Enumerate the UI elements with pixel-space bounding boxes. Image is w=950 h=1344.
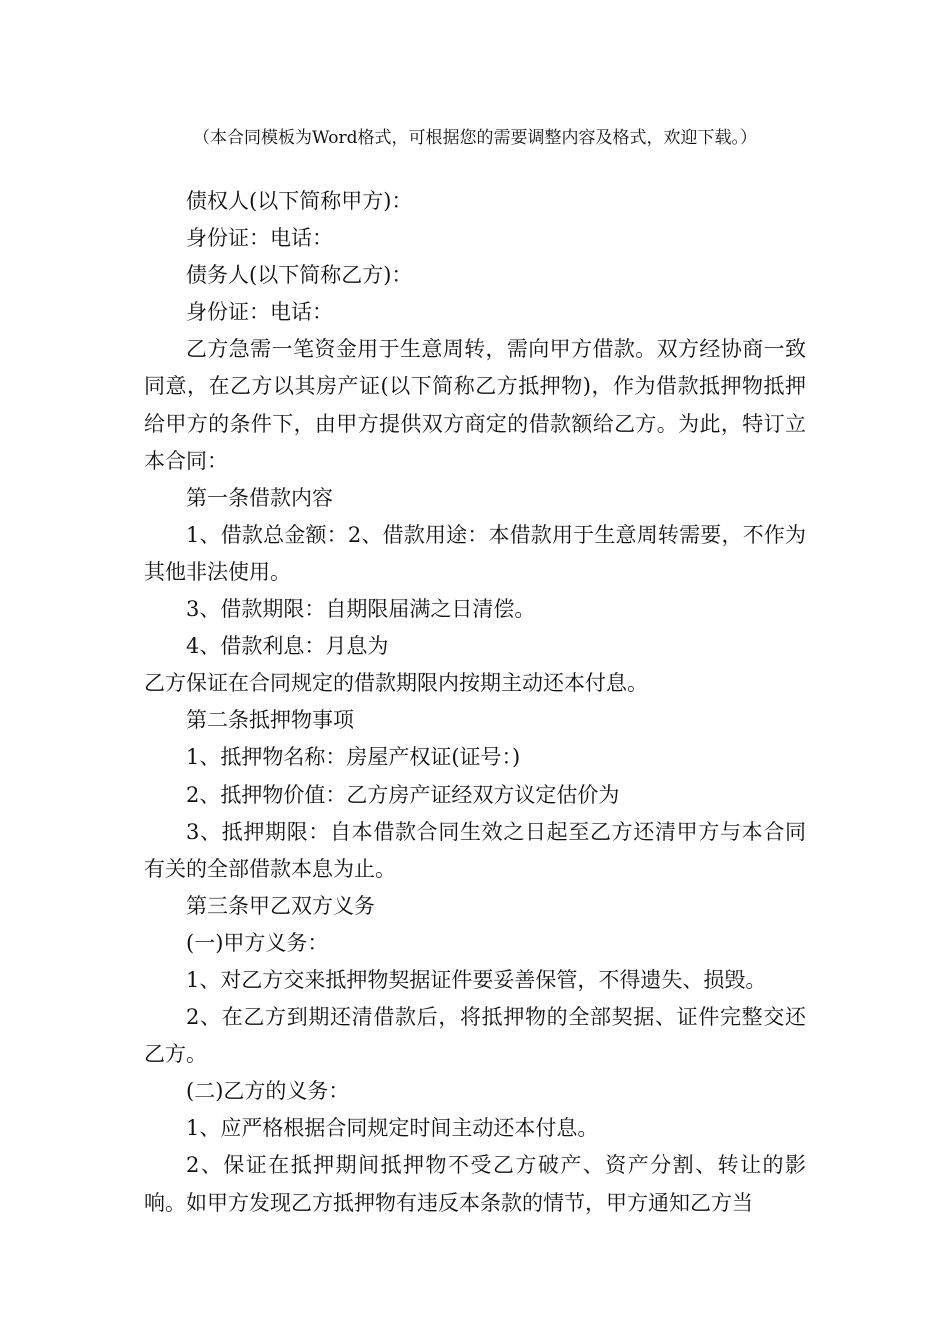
party-a-duty-1: 1、对乙方交来抵押物契据证件要妥善保管，不得遗失、损毁。 bbox=[186, 967, 767, 992]
article-1-item-1: 1、借款总金额：2、借款用途：本借款用于生意周转需要，不作为其他非法使用。 bbox=[144, 522, 806, 584]
party-a-duties-heading: (一)甲方义务： bbox=[186, 930, 329, 955]
creditor-line: 债权人(以下简称甲方)： bbox=[186, 189, 413, 213]
party-a-duty-2: 2、在乙方到期还清借款后，将抵押物的全部契据、证件完整交还乙方。 bbox=[144, 1005, 806, 1067]
article-1-item-4: 4、借款利息：月息为 bbox=[186, 634, 389, 659]
article-2-item-3: 3、抵押期限：自本借款合同生效之日起至乙方还清甲方与本合同有关的全部借款本息为止。 bbox=[144, 819, 806, 881]
preamble-paragraph: 乙方急需一笔资金用于生意周转，需向甲方借款。双方经协商一致同意，在乙方以其房产证(以下简称乙方抵押物)，作为借款抵押物抵押给甲方的条件下，由甲方提供双方商定的借款额给乙方。为此，特订立本合同： bbox=[144, 337, 806, 473]
debtor-id-line: 身份证：电话： bbox=[186, 300, 333, 325]
template-notice: （本合同模板为Word格式，可根据您的需要调整内容及格式，欢迎下载。） bbox=[192, 128, 758, 148]
repayment-guarantee: 乙方保证在合同规定的借款期限内按期主动还本付息。 bbox=[144, 671, 648, 696]
party-b-duty-2: 2、保证在抵押期间抵押物不受乙方破产、资产分割、转让的影响。如甲方发现乙方抵押物有违反本条款的情节，甲方通知乙方当 bbox=[144, 1153, 806, 1215]
article-1-item-3: 3、借款期限：自期限届满之日清偿。 bbox=[186, 597, 536, 622]
article-2-item-2: 2、抵押物价值：乙方房产证经双方议定估价为 bbox=[186, 782, 620, 807]
article-2-heading: 第二条抵押物事项 bbox=[186, 708, 354, 733]
party-b-duties-heading: (二)乙方的义务： bbox=[186, 1079, 350, 1104]
party-b-duty-1: 1、应严格根据合同规定时间主动还本付息。 bbox=[186, 1116, 599, 1141]
article-2-item-1: 1、抵押物名称：房屋产权证(证号：) bbox=[186, 745, 521, 770]
article-1-heading: 第一条借款内容 bbox=[186, 485, 333, 510]
debtor-line: 债务人(以下简称乙方)： bbox=[186, 263, 413, 288]
creditor-id-line: 身份证：电话： bbox=[186, 226, 333, 251]
article-3-heading: 第三条甲乙双方义务 bbox=[186, 893, 375, 918]
contract-body bbox=[144, 183, 806, 1222]
